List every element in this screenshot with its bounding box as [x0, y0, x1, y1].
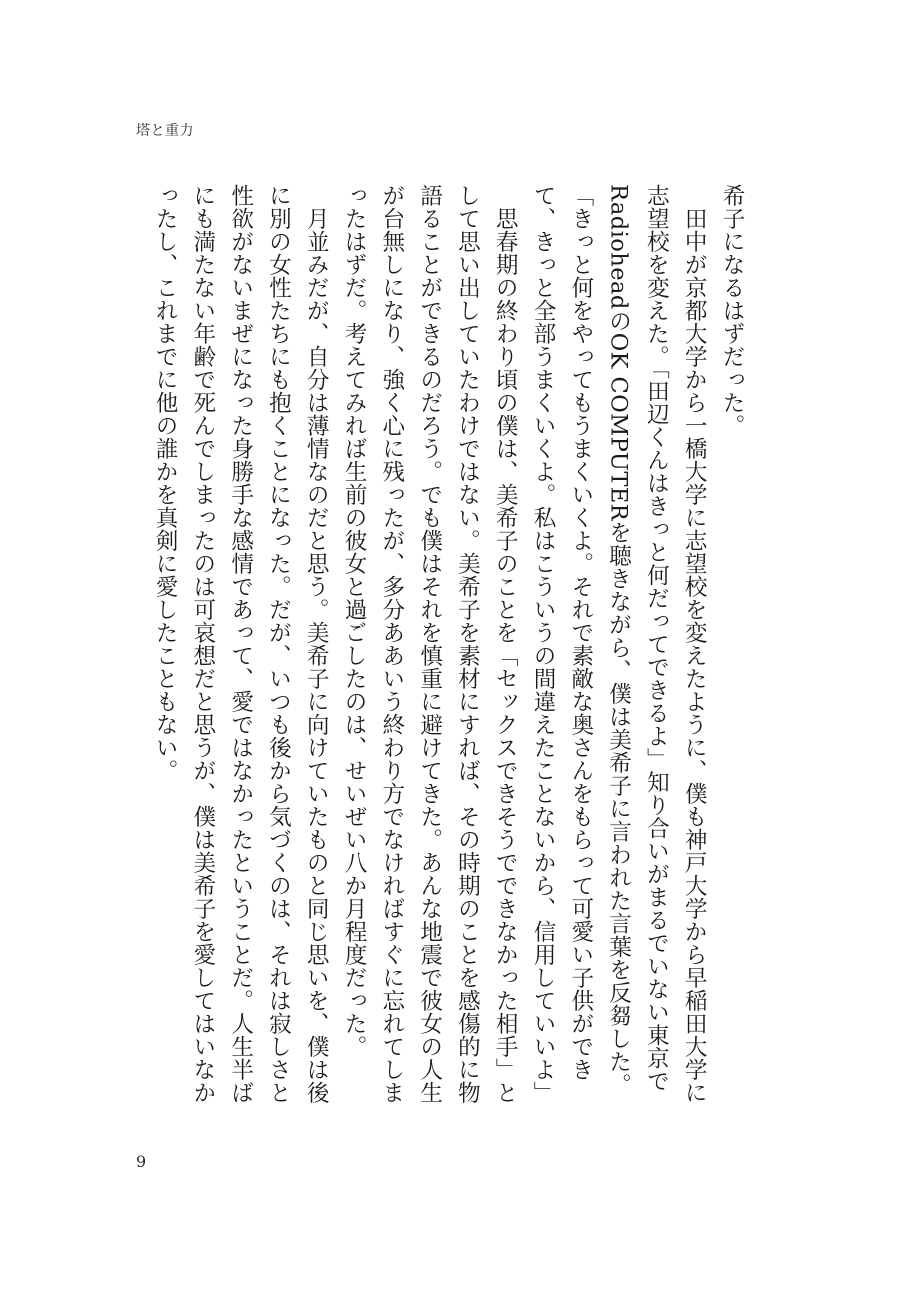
paragraph: 田中が京都大学から一橋大学に志望校を変えたように、僕も神戸大学から早稲田大学に志望校を変えた。「田辺くんはきっと何だってできるよ」知り合いがまるでいない東京でRadioheadのOK COMPUTERを聴きながら、僕は美希子に言われた言葉を反芻した。「きっと何をやってもうまくいくよ。それで素敵な奥さんをもらって可愛い子供ができて、きっと全部うまくいくよ。私はこういうの間違えたことないから、信用していいよ」 — [530, 184, 708, 1104]
vertical-text-body — [130, 184, 750, 1114]
page-number: 9 — [136, 1152, 147, 1171]
running-head: 塔と重力 — [136, 123, 194, 139]
paragraph: 月並みだが、自分は薄情なのだと思う。美希子に向けていたものと同じ思いを、僕は後に別の女性たちにも抱くことになった。だが、いつも後から気づくのは、それは寂しさと性欲がないまぜになった身勝手な感情であって、愛ではなかったということだ。人生半ばにも満たない年齢で死んでしまったのは可哀想だと思うが、僕は美希子を愛してはいなかったし、これまでに他の誰かを真剣に愛したこともない。 — [152, 184, 330, 1104]
paragraph: 思春期の終わり頃の僕は、美希子のことを「セックスできそうでできなかった相手」として思い出していたわけではない。美希子を素材にすれば、その時期のことを感傷的に物語ることができるのだろう。でも僕はそれを慎重に避けてきた。あんな地震で彼女の人生が台無しになり、強く心に残ったが、多分ああいう終わり方でなければすぐに忘れてしまったはずだ。考えてみれば生前の彼女と過ごしたのは、せいぜい八か月程度だった。 — [341, 184, 519, 1104]
paragraph-continuation: 希子になるはずだった。 — [719, 184, 745, 437]
